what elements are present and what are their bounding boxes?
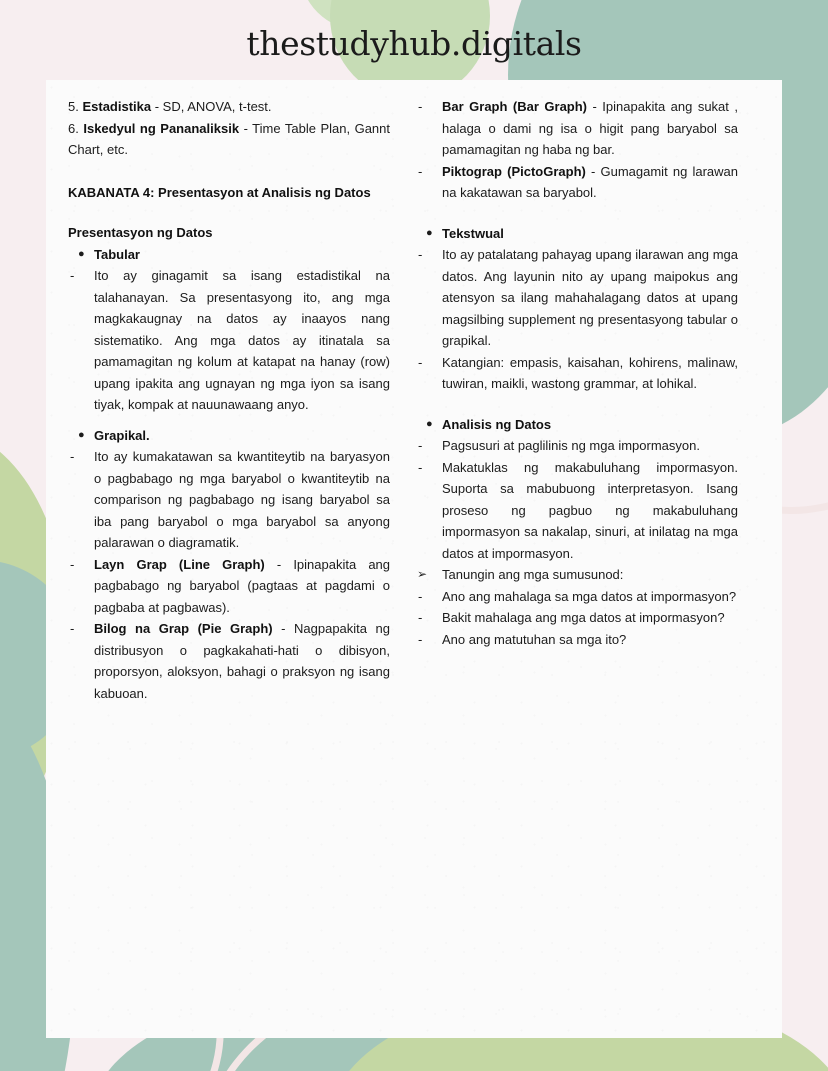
site-title: thestudyhub.digitals — [246, 24, 582, 63]
list-item-rest: - Gumagamit ng larawan na kakatawan sa baryabol. — [442, 163, 738, 200]
list-item — [416, 244, 738, 352]
list-item — [416, 96, 738, 161]
list-item — [416, 414, 738, 436]
list-item — [68, 446, 390, 554]
list-item-rest: - Ipinapakita ang sukat , halaga o dami ng isa o higit pang baryabol sa pamamagitan ng haba ng bar. — [442, 99, 738, 157]
list-item-label: Layn Grap (Line Graph) — [94, 556, 265, 572]
list-item-label: Tekstwual — [442, 225, 504, 241]
list-item-rest: - Ipinapakita ang pagbabago ng baryabol (pagtaas at pagdami o pagbaba at pagbawas). — [94, 556, 391, 615]
spacer — [416, 395, 738, 414]
list-item-label: Bilog na Grap (Pie Graph) — [94, 621, 273, 636]
list-item-text: Ito ay kumakatawan sa kwantiteytib na baryasyon o pagbabago ng mga baryabol o kwantiteytib na comparison ng pagbabago ng isang baryabol sa iba pang baryabol o mga baryabol sa anyong palarawan o diagramatik. — [94, 449, 390, 550]
numbered-item-5 — [68, 96, 390, 118]
bullet-dot-icon: ● — [426, 226, 433, 239]
list-item-text — [442, 161, 738, 204]
bullet-dash-icon: - — [418, 438, 423, 453]
list-item — [416, 435, 738, 457]
bullet-dash-icon: - — [418, 99, 423, 114]
section-heading-presentasyon: Presentasyon ng Datos — [68, 225, 213, 240]
list-item-label: Bar Graph (Bar Graph) — [442, 99, 588, 114]
list-item-text — [442, 96, 738, 161]
bullet-dash-icon: - — [418, 163, 423, 179]
list-item-label: Grapikal. — [94, 427, 150, 443]
list-item — [68, 425, 390, 447]
bullet-dash-icon: - — [418, 610, 423, 625]
list-item-text: Ito ay ginagamit sa isang estadistikal na talahanayan. Sa presentasyong ito, ang mga magkakaugnay na datos ay inaayos nang sistematiko. Ang mga datos ay itinatala sa pamamagitan ng kolum at katapat na hanay (row) upang ipakita ang ugnayan ng mga iyon sa isang tiyak, kompak at nauunawaang anyo. — [94, 268, 390, 412]
bullet-arrow-icon: ➢ — [417, 567, 428, 581]
list-item — [416, 607, 738, 629]
list-item-text — [94, 425, 390, 447]
list-item — [416, 161, 738, 204]
bullet-dot-icon: ● — [78, 428, 85, 441]
bullet-dash-icon: - — [418, 588, 423, 604]
list-item-text: Makatuklas ng makabuluhang impormasyon. Suporta sa mabubuong interpretasyon. Isang proseso ng pagbuo ng makabuluhang impormasyon sa nakalap, sinuri, at inilatag na mga datos at impormasyon. — [442, 459, 738, 561]
spacer — [68, 203, 390, 222]
list-item-text: Ito ay patalatang pahayag upang ilarawan ang mga datos. Ang layunin nito ay upang maipokus ang atensyon sa ilang mahahalagang datos at upang magsilbing supplement ng presentasyong tabular o grapikal. — [442, 247, 738, 348]
spacer — [68, 161, 390, 182]
bullet-dash-icon: - — [418, 247, 423, 262]
list-item — [68, 554, 390, 619]
list-item-text — [94, 618, 390, 704]
bullet-dash-icon: - — [418, 354, 423, 370]
numbered-item-5-rest: - SD, ANOVA, t-test. — [151, 99, 272, 114]
numbered-item-5-number: 5. — [68, 99, 79, 114]
list-item-text — [94, 554, 390, 619]
list-item-text: Bakit mahalaga ang mga datos at impormasyon? — [442, 610, 725, 625]
list-item-rest: - Nagpapakita ng distribusyon o pagkakahati-hati o dibisyon, proporsyon, aloksyon, bahagi o praksyon ng isang kabuoan. — [94, 621, 390, 701]
list-item — [416, 629, 738, 651]
bullet-dash-icon: - — [418, 631, 423, 647]
list-item-label: Tabular — [94, 246, 140, 262]
list-item — [68, 244, 390, 266]
bullet-dash-icon: - — [70, 268, 75, 283]
numbered-item-6-rest: - Time Table Plan, Gannt Chart, etc. — [68, 120, 390, 157]
list-item-label: Analisis ng Datos — [442, 416, 552, 432]
list-item — [68, 265, 390, 416]
list-item-label: Piktograp (PictoGraph) — [442, 163, 586, 179]
list-item — [416, 223, 738, 245]
spacer — [68, 416, 390, 425]
list-item-text: Katangian: empasis, kaisahan, kohirens, malinaw, tuwiran, maikli, wastong grammar, at lohikal. — [442, 354, 738, 391]
bullet-dash-icon: - — [418, 459, 423, 475]
list-item-text — [94, 244, 390, 266]
bullet-dash-icon: - — [70, 449, 75, 464]
left-column — [68, 96, 390, 704]
numbered-item-5-label: Estadistika — [82, 99, 152, 114]
right-column — [416, 96, 738, 704]
list-item — [416, 564, 738, 586]
spacer — [416, 204, 738, 223]
document-page — [46, 80, 782, 1038]
numbered-item-6-label: Iskedyul ng Pananaliksik — [83, 120, 240, 136]
bullet-dot-icon: ● — [426, 417, 433, 430]
list-item — [416, 352, 738, 395]
bullet-dot-icon: ● — [78, 247, 85, 260]
list-item-text — [442, 223, 738, 245]
bullet-dash-icon: - — [70, 556, 75, 572]
two-column-body — [68, 96, 760, 704]
bullet-dash-icon: - — [70, 621, 75, 636]
chapter-heading: KABANATA 4: Presentasyon at Analisis ng Datos — [68, 184, 371, 200]
list-item — [68, 618, 390, 704]
list-item-text: Ano ang matutuhan sa mga ito? — [442, 631, 627, 647]
list-item — [416, 586, 738, 608]
list-item-text: Tanungin ang mga sumusunod: — [442, 567, 624, 582]
list-item-text: Ano ang mahalaga sa mga datos at impormasyon? — [442, 588, 737, 604]
list-item — [416, 457, 738, 565]
list-item-text — [442, 414, 738, 436]
numbered-item-6 — [68, 118, 390, 161]
numbered-item-6-number: 6. — [68, 120, 79, 136]
list-item-text: Pagsusuri at paglilinis ng mga impormasyon. — [442, 438, 700, 453]
